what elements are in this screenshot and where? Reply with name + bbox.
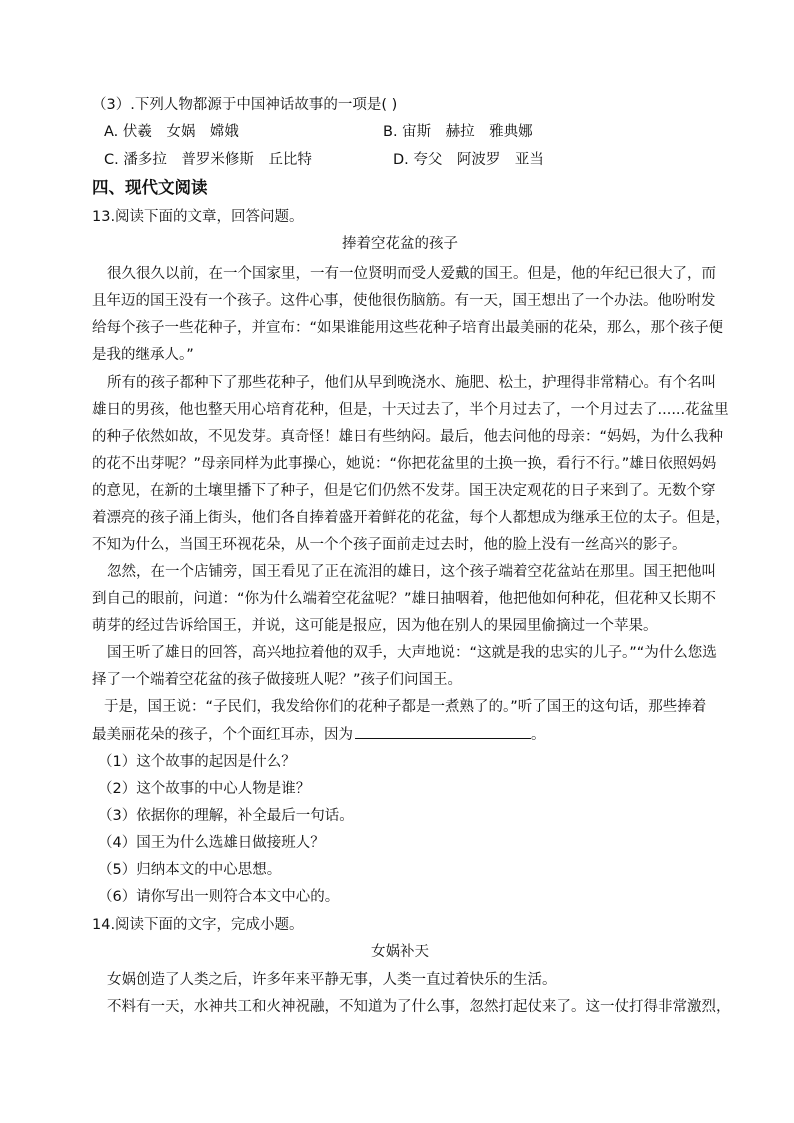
paragraph-line: 于是，国王说：“子民们，我发给你们的花种子都是一煮熟了的。”听了国王的这句话，那些捧着 [104,699,707,715]
answer-blank [355,724,531,739]
story-title: 女娲补天 [371,944,429,960]
sub-question: （3）依据你的理解，补全最后一句话。 [98,808,354,824]
paragraph-line: 不料有一天，水神共工和火神祝融，不知道为了什么事，忽然打起仗来了。这一仗打得非常激烈， [107,999,731,1015]
option-a: A. 伏羲 女娲 嫦娥 [104,124,239,140]
paragraph-line: 很久很久以前，在一个国家里，一有一位贤明而受人爱戴的国王。但是，他的年纪已很大了，而 [107,266,716,282]
paragraph-line: 是我的继承人。” [92,347,194,363]
article-title: 捧着空花盆的孩子 [342,236,458,252]
option-c: C. 潘多拉 普罗米修斯 丘比特 [104,152,312,168]
question-14-intro: 14.阅读下面的文字，完成小题。 [92,917,304,933]
paragraph-line: 且年迈的国王没有一个孩子。这件心事，使他很伤脑筋。有一天，国王想出了一个办法。他吩咐发 [92,293,716,309]
paragraph-line: 到自己的眼前，问道：“你为什么端着空花盆呢？”雄日抽咽着，他把他如何种花，但花种又长期不 [92,591,717,607]
paragraph-line: 国王听了雄日的回答，高兴地拉着他的双手，大声地说：“这就是我的忠实的儿子。”“为什么您选 [107,645,717,661]
sub-question: （1）这个故事的起因是什么？ [98,754,296,770]
question-13-intro: 13.阅读下面的文章，回答问题。 [92,209,304,225]
paragraph-line: 着漂亮的孩子涌上街头，他们各自捧着盛开着鲜花的花盆，每个人都想成为继承王位的太子。但是， [92,510,730,526]
paragraph-line: 的花不出芽呢？”母亲同样为此事操心，她说：“你把花盆里的土换一换，看行不行。”雄日依照妈妈 [92,456,717,472]
paragraph-line: 雄日的男孩，他也整天用心培育花种，但是，十天过去了，半个月过去了，一个月过去了......花盆里 [92,402,729,418]
paragraph-text: 最美丽花朵的孩子，个个面红耳赤，因为 [92,727,353,743]
sub-question: （2）这个故事的中心人物是谁？ [98,781,311,797]
paragraph-line: 女娲创造了人类之后，许多年来平静无事，人类一直过着快乐的生活。 [107,972,557,988]
paragraph-line: 给每个孩子一些花种子，并宣布：“如果谁能用这些花种子培育出最美丽的花朵，那么，那个孩子便 [92,320,724,336]
paragraph-line: 择了一个端着空花盆的孩子做接班人呢？”孩子们问国王。 [92,672,463,688]
option-b: B. 宙斯 赫拉 雅典娜 [383,124,533,140]
sub-question: （6）请你写出一则符合本文中心的。 [98,889,340,905]
sub-question: （5）归纳本文的中心思想。 [98,862,282,878]
paragraph-line: 忽然，在一个店铺旁，国王看见了正在流泪的雄日，这个孩子端着空花盆站在那里。国王把他叫 [107,564,716,580]
paragraph-end-mark: 。 [531,727,546,743]
question-3-stem: （3）.下列人物都源于中国神话故事的一项是( ) [92,97,398,113]
section-heading: 四、现代文阅读 [92,178,208,197]
paragraph-line: 所有的孩子都种下了那些花种子，他们从早到晚浇水、施肥、松土，护理得非常精心。有个名叫 [107,375,716,391]
paragraph-line: 的种子依然如故，不见发芽。真奇怪！雄日有些纳闷。最后，他去问他的母亲：“妈妈，为什么我种 [92,429,724,445]
paragraph-line-with-blank [92,724,546,745]
paragraph-line: 的意见，在新的土壤里播下了种子，但是它们仍然不发芽。国王决定观花的日子来到了。无数个穿 [92,483,716,499]
option-d: D. 夸父 阿波罗 亚当 [393,152,544,168]
paragraph-line: 不知为什么，当国王环视花朵，从一个个孩子面前走过去时，他的脸上没有一丝高兴的影子。 [92,537,687,553]
paragraph-line: 萌芽的经过告诉给国王，并说，这可能是报应，因为他在别人的果园里偷摘过一个苹果。 [92,618,658,634]
sub-question: （4）国王为什么选雄日做接班人？ [98,835,325,851]
